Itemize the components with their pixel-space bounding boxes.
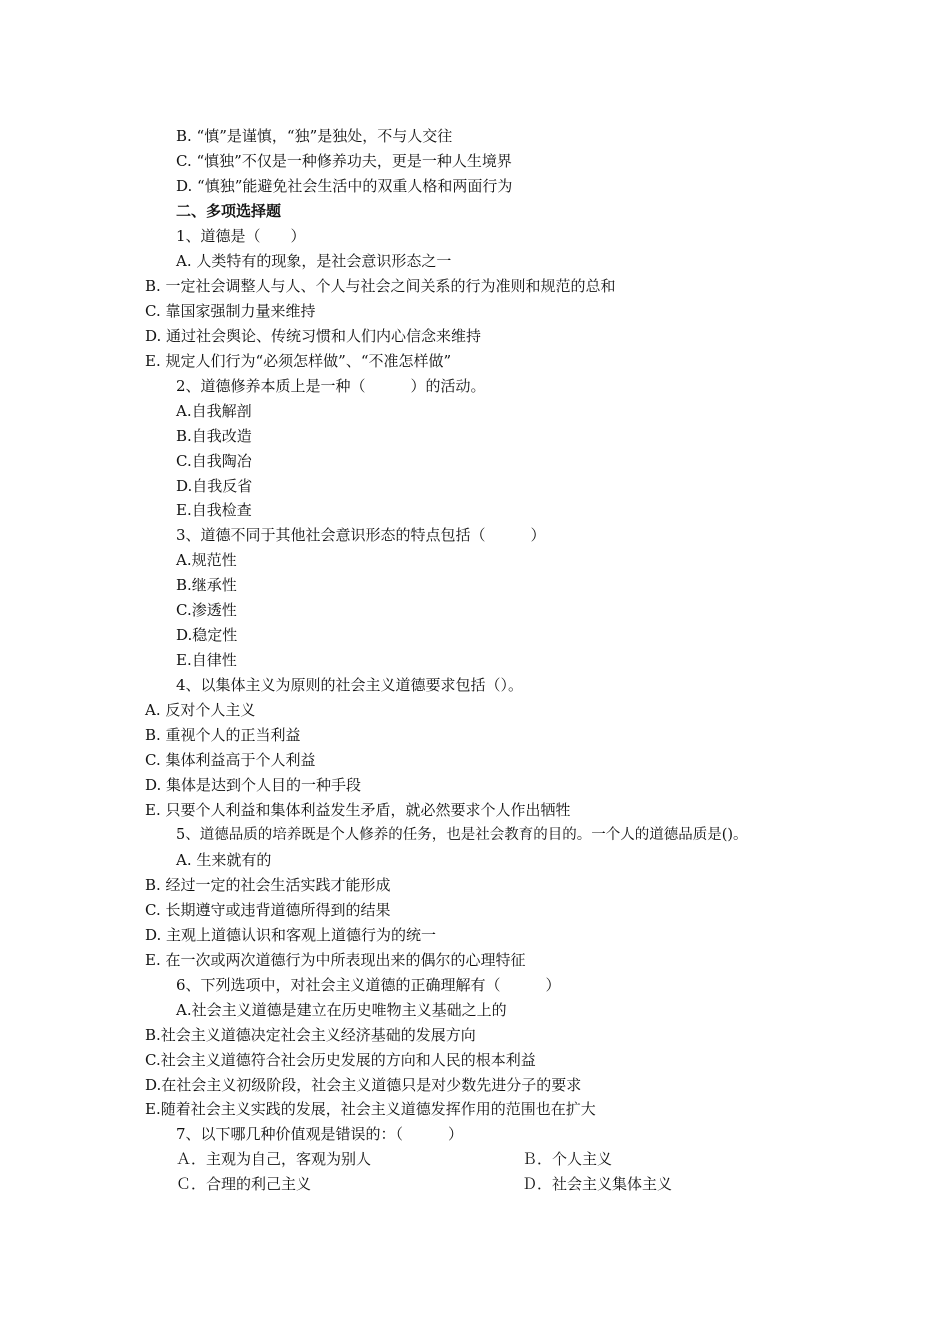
option-line: B. 经过一定的社会生活实践才能形成 [145,876,391,894]
section-heading: 二、多项选择题 [176,202,282,220]
option-line: C.自我陶冶 [176,452,252,470]
option-line: C. 靠国家强制力量来维持 [145,302,316,320]
option-line: A. 人类特有的现象，是社会意识形态之一 [176,252,452,270]
question-line: 5、道德品质的培养既是个人修养的任务，也是社会教育的目的。一个人的道德品质是()。 [176,827,748,843]
option-line: A.社会主义道德是建立在历史唯物主义基础之上的 [176,1001,507,1019]
question-line: 2、道德修养本质上是一种（ ）的活动。 [176,377,486,395]
option-line: E.随着社会主义实践的发展，社会主义道德发挥作用的范围也在扩大 [145,1100,596,1118]
option-line: Ｂ．个人主义 [522,1150,613,1168]
question-line: 3、道德不同于其他社会意识形态的特点包括（ ） [176,526,546,544]
option-line: B. 一定社会调整人与人、个人与社会之间关系的行为准则和规范的总和 [145,277,616,295]
option-line: B.自我改造 [176,427,252,445]
option-line: D.在社会主义初级阶段，社会主义道德只是对少数先进分子的要求 [145,1076,582,1094]
option-line: E. 规定人们行为“必须怎样做”、“不准怎样做” [145,352,452,370]
option-line: B.继承性 [176,576,237,594]
option-line: C.社会主义道德符合社会历史发展的方向和人民的根本利益 [145,1051,536,1069]
option-line: A. 反对个人主义 [145,701,256,719]
question-line: 6、下列选项中，对社会主义道德的正确理解有（ ） [176,976,561,994]
option-line: C. 长期遵守或违背道德所得到的结果 [145,901,391,919]
question-line: 4、以集体主义为原则的社会主义道德要求包括（）。 [176,676,524,694]
option-line: B. “慎”是谨慎，“独”是独处，不与人交往 [176,127,453,145]
option-line: D. 主观上道德认识和客观上道德行为的统一 [145,926,437,944]
option-line: C.渗透性 [176,601,237,619]
option-line: D. 集体是达到个人目的一种手段 [145,776,362,794]
option-line: B. 重视个人的正当利益 [145,726,301,744]
option-line: C. “慎独”不仅是一种修养功夫，更是一种人生境界 [176,152,512,170]
option-line: D.自我反省 [176,477,253,495]
option-line: Ｃ．合理的利己主义 [176,1175,312,1193]
option-line: B.社会主义道德决定社会主义经济基础的发展方向 [145,1026,476,1044]
option-line: E.自律性 [176,651,237,669]
option-line: A.规范性 [176,551,237,569]
question-line: 7、以下哪几种价值观是错误的：（ ） [176,1125,464,1143]
question-line: 1、道德是（ ） [176,227,306,245]
option-line: D.稳定性 [176,626,238,644]
option-line: A.自我解剖 [176,402,252,420]
option-line: E. 在一次或两次道德行为中所表现出来的偶尔的心理特征 [145,951,526,969]
option-line: E. 只要个人利益和集体利益发生矛盾，就必然要求个人作出牺牲 [145,801,571,819]
option-line: Ａ．主观为自己，客观为别人 [176,1150,372,1168]
option-line: Ｄ．社会主义集体主义 [522,1175,673,1193]
option-line: C. 集体利益高于个人利益 [145,751,316,769]
option-line: A. 生来就有的 [176,851,272,869]
option-line: D. 通过社会舆论、传统习惯和人们内心信念来维持 [145,327,482,345]
option-line: E.自我检查 [176,501,252,519]
option-line: D. “慎独”能避免社会生活中的双重人格和两面行为 [176,177,513,195]
